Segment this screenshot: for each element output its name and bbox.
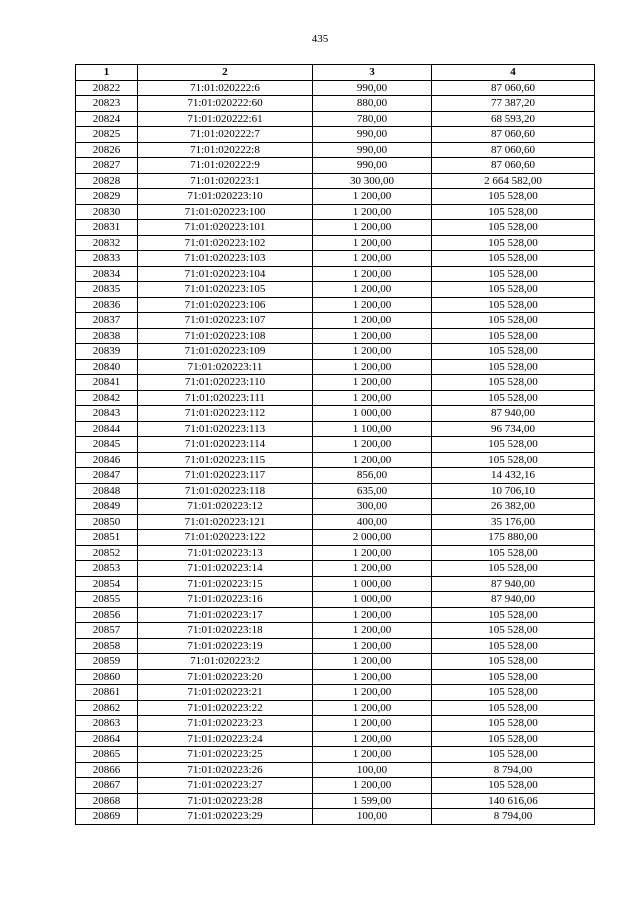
area-cell: 1 200,00 — [313, 375, 432, 391]
cadastral-number-cell: 71:01:020223:20 — [138, 669, 313, 685]
table-row — [76, 96, 595, 112]
area-cell: 30 300,00 — [313, 173, 432, 189]
area-cell: 1 200,00 — [313, 344, 432, 360]
table-row — [76, 235, 595, 251]
cadastral-number-cell: 71:01:020223:22 — [138, 700, 313, 716]
row-number-cell: 20864 — [76, 731, 138, 747]
table-row — [76, 189, 595, 205]
cadastral-number-cell: 71:01:020223:107 — [138, 313, 313, 329]
value-cell: 8 794,00 — [432, 762, 595, 778]
area-cell: 856,00 — [313, 468, 432, 484]
cadastral-number-cell: 71:01:020223:114 — [138, 437, 313, 453]
row-number-cell: 20858 — [76, 638, 138, 654]
cadastral-number-cell: 71:01:020223:109 — [138, 344, 313, 360]
value-cell: 175 880,00 — [432, 530, 595, 546]
cadastral-number-cell: 71:01:020223:26 — [138, 762, 313, 778]
value-cell: 105 528,00 — [432, 731, 595, 747]
cadastral-number-cell: 71:01:020222:8 — [138, 142, 313, 158]
cadastral-number-cell: 71:01:020222:61 — [138, 111, 313, 127]
row-number-cell: 20855 — [76, 592, 138, 608]
value-cell: 105 528,00 — [432, 654, 595, 670]
row-number-cell: 20848 — [76, 483, 138, 499]
cadastral-number-cell: 71:01:020223:108 — [138, 328, 313, 344]
row-number-cell: 20847 — [76, 468, 138, 484]
header-cell-2: 2 — [138, 65, 313, 81]
area-cell: 100,00 — [313, 762, 432, 778]
data-table — [75, 64, 595, 825]
table-row — [76, 483, 595, 499]
area-cell: 1 200,00 — [313, 251, 432, 267]
row-number-cell: 20832 — [76, 235, 138, 251]
area-cell: 1 200,00 — [313, 452, 432, 468]
cadastral-number-cell: 71:01:020223:25 — [138, 747, 313, 763]
row-number-cell: 20868 — [76, 793, 138, 809]
cadastral-number-cell: 71:01:020223:112 — [138, 406, 313, 422]
cadastral-number-cell: 71:01:020223:27 — [138, 778, 313, 794]
area-cell: 2 000,00 — [313, 530, 432, 546]
area-cell: 1 200,00 — [313, 685, 432, 701]
value-cell: 105 528,00 — [432, 452, 595, 468]
value-cell: 105 528,00 — [432, 328, 595, 344]
cadastral-number-cell: 71:01:020223:102 — [138, 235, 313, 251]
value-cell: 105 528,00 — [432, 685, 595, 701]
table-row — [76, 282, 595, 298]
area-cell: 1 200,00 — [313, 189, 432, 205]
header-cell-4: 4 — [432, 65, 595, 81]
area-cell: 990,00 — [313, 80, 432, 96]
table-row — [76, 406, 595, 422]
table-row — [76, 793, 595, 809]
cadastral-number-cell: 71:01:020222:60 — [138, 96, 313, 112]
row-number-cell: 20824 — [76, 111, 138, 127]
value-cell: 105 528,00 — [432, 344, 595, 360]
table-header — [76, 65, 595, 81]
cadastral-number-cell: 71:01:020223:117 — [138, 468, 313, 484]
row-number-cell: 20826 — [76, 142, 138, 158]
value-cell: 10 706,10 — [432, 483, 595, 499]
value-cell: 26 382,00 — [432, 499, 595, 515]
table-row — [76, 514, 595, 530]
row-number-cell: 20857 — [76, 623, 138, 639]
area-cell: 780,00 — [313, 111, 432, 127]
cadastral-number-cell: 71:01:020223:13 — [138, 545, 313, 561]
area-cell: 1 200,00 — [313, 282, 432, 298]
area-cell: 300,00 — [313, 499, 432, 515]
area-cell: 1 200,00 — [313, 561, 432, 577]
row-number-cell: 20837 — [76, 313, 138, 329]
row-number-cell: 20853 — [76, 561, 138, 577]
table-row — [76, 80, 595, 96]
row-number-cell: 20850 — [76, 514, 138, 530]
area-cell: 1 200,00 — [313, 328, 432, 344]
table-row — [76, 778, 595, 794]
table-row — [76, 499, 595, 515]
cadastral-number-cell: 71:01:020223:105 — [138, 282, 313, 298]
area-cell: 1 200,00 — [313, 359, 432, 375]
value-cell: 140 616,06 — [432, 793, 595, 809]
value-cell: 87 940,00 — [432, 592, 595, 608]
value-cell: 105 528,00 — [432, 266, 595, 282]
value-cell: 77 387,20 — [432, 96, 595, 112]
value-cell: 105 528,00 — [432, 623, 595, 639]
value-cell: 105 528,00 — [432, 638, 595, 654]
row-number-cell: 20849 — [76, 499, 138, 515]
cadastral-number-cell: 71:01:020222:7 — [138, 127, 313, 143]
cadastral-number-cell: 71:01:020223:121 — [138, 514, 313, 530]
cadastral-number-cell: 71:01:020223:28 — [138, 793, 313, 809]
table-row — [76, 545, 595, 561]
cadastral-number-cell: 71:01:020223:23 — [138, 716, 313, 732]
value-cell: 105 528,00 — [432, 561, 595, 577]
value-cell: 105 528,00 — [432, 297, 595, 313]
value-cell: 2 664 582,00 — [432, 173, 595, 189]
table-row — [76, 359, 595, 375]
value-cell: 105 528,00 — [432, 282, 595, 298]
cadastral-number-cell: 71:01:020223:1 — [138, 173, 313, 189]
cadastral-number-cell: 71:01:020223:14 — [138, 561, 313, 577]
value-cell: 105 528,00 — [432, 220, 595, 236]
table-row — [76, 344, 595, 360]
table-row — [76, 266, 595, 282]
area-cell: 1 200,00 — [313, 731, 432, 747]
cadastral-number-cell: 71:01:020223:19 — [138, 638, 313, 654]
table-row — [76, 638, 595, 654]
value-cell: 105 528,00 — [432, 607, 595, 623]
value-cell: 105 528,00 — [432, 235, 595, 251]
row-number-cell: 20863 — [76, 716, 138, 732]
row-number-cell: 20827 — [76, 158, 138, 174]
table-row — [76, 716, 595, 732]
page-number: 435 — [311, 33, 329, 45]
table-row — [76, 173, 595, 189]
table-row — [76, 390, 595, 406]
row-number-cell: 20867 — [76, 778, 138, 794]
value-cell: 105 528,00 — [432, 189, 595, 205]
value-cell: 35 176,00 — [432, 514, 595, 530]
cadastral-number-cell: 71:01:020223:118 — [138, 483, 313, 499]
area-cell: 1 200,00 — [313, 390, 432, 406]
cadastral-number-cell: 71:01:020223:2 — [138, 654, 313, 670]
cadastral-number-cell: 71:01:020223:11 — [138, 359, 313, 375]
cadastral-number-cell: 71:01:020223:21 — [138, 685, 313, 701]
table-row — [76, 747, 595, 763]
table-row — [76, 700, 595, 716]
area-cell: 100,00 — [313, 809, 432, 825]
cadastral-number-cell: 71:01:020223:104 — [138, 266, 313, 282]
row-number-cell: 20834 — [76, 266, 138, 282]
cadastral-number-cell: 71:01:020222:6 — [138, 80, 313, 96]
table-row — [76, 158, 595, 174]
row-number-cell: 20843 — [76, 406, 138, 422]
row-number-cell: 20846 — [76, 452, 138, 468]
area-cell: 990,00 — [313, 158, 432, 174]
area-cell: 1 200,00 — [313, 297, 432, 313]
value-cell: 105 528,00 — [432, 375, 595, 391]
value-cell: 87 940,00 — [432, 406, 595, 422]
value-cell: 87 060,60 — [432, 127, 595, 143]
cadastral-number-cell: 71:01:020223:106 — [138, 297, 313, 313]
table-row — [76, 220, 595, 236]
table-row — [76, 654, 595, 670]
table-row — [76, 313, 595, 329]
table-row — [76, 607, 595, 623]
value-cell: 105 528,00 — [432, 437, 595, 453]
row-number-cell: 20839 — [76, 344, 138, 360]
row-number-cell: 20835 — [76, 282, 138, 298]
cadastral-number-cell: 71:01:020223:16 — [138, 592, 313, 608]
row-number-cell: 20851 — [76, 530, 138, 546]
area-cell: 1 000,00 — [313, 576, 432, 592]
row-number-cell: 20831 — [76, 220, 138, 236]
table-row — [76, 328, 595, 344]
row-number-cell: 20842 — [76, 390, 138, 406]
row-number-cell: 20840 — [76, 359, 138, 375]
area-cell: 1 200,00 — [313, 437, 432, 453]
table-row — [76, 127, 595, 143]
table-row — [76, 530, 595, 546]
row-number-cell: 20844 — [76, 421, 138, 437]
cadastral-number-cell: 71:01:020223:17 — [138, 607, 313, 623]
value-cell: 68 593,20 — [432, 111, 595, 127]
table-row — [76, 452, 595, 468]
value-cell: 105 528,00 — [432, 545, 595, 561]
value-cell: 105 528,00 — [432, 390, 595, 406]
area-cell: 990,00 — [313, 127, 432, 143]
area-cell: 1 100,00 — [313, 421, 432, 437]
value-cell: 105 528,00 — [432, 313, 595, 329]
row-number-cell: 20861 — [76, 685, 138, 701]
value-cell: 105 528,00 — [432, 778, 595, 794]
value-cell: 96 734,00 — [432, 421, 595, 437]
area-cell: 1 200,00 — [313, 220, 432, 236]
value-cell: 105 528,00 — [432, 359, 595, 375]
row-number-cell: 20860 — [76, 669, 138, 685]
row-number-cell: 20865 — [76, 747, 138, 763]
cadastral-number-cell: 71:01:020223:24 — [138, 731, 313, 747]
table-row — [76, 111, 595, 127]
table-row — [76, 731, 595, 747]
area-cell: 1 200,00 — [313, 266, 432, 282]
area-cell: 1 200,00 — [313, 607, 432, 623]
table-row — [76, 251, 595, 267]
header-cell-1: 1 — [76, 65, 138, 81]
row-number-cell: 20856 — [76, 607, 138, 623]
row-number-cell: 20854 — [76, 576, 138, 592]
value-cell: 87 060,60 — [432, 80, 595, 96]
area-cell: 1 200,00 — [313, 545, 432, 561]
value-cell: 105 528,00 — [432, 716, 595, 732]
table-row — [76, 142, 595, 158]
row-number-cell: 20862 — [76, 700, 138, 716]
area-cell: 1 200,00 — [313, 747, 432, 763]
value-cell: 105 528,00 — [432, 669, 595, 685]
row-number-cell: 20845 — [76, 437, 138, 453]
cadastral-number-cell: 71:01:020222:9 — [138, 158, 313, 174]
value-cell: 87 940,00 — [432, 576, 595, 592]
area-cell: 1 200,00 — [313, 700, 432, 716]
cadastral-number-cell: 71:01:020223:101 — [138, 220, 313, 236]
row-number-cell: 20830 — [76, 204, 138, 220]
area-cell: 1 000,00 — [313, 406, 432, 422]
area-cell: 1 200,00 — [313, 778, 432, 794]
row-number-cell: 20838 — [76, 328, 138, 344]
cadastral-number-cell: 71:01:020223:100 — [138, 204, 313, 220]
header-cell-3: 3 — [313, 65, 432, 81]
table-row — [76, 468, 595, 484]
cadastral-number-cell: 71:01:020223:18 — [138, 623, 313, 639]
area-cell: 1 000,00 — [313, 592, 432, 608]
area-cell: 1 200,00 — [313, 638, 432, 654]
area-cell: 1 200,00 — [313, 204, 432, 220]
value-cell: 8 794,00 — [432, 809, 595, 825]
row-number-cell: 20836 — [76, 297, 138, 313]
value-cell: 14 432,16 — [432, 468, 595, 484]
row-number-cell: 20825 — [76, 127, 138, 143]
value-cell: 87 060,60 — [432, 142, 595, 158]
cadastral-number-cell: 71:01:020223:111 — [138, 390, 313, 406]
value-cell: 105 528,00 — [432, 700, 595, 716]
area-cell: 1 200,00 — [313, 716, 432, 732]
area-cell: 400,00 — [313, 514, 432, 530]
row-number-cell: 20852 — [76, 545, 138, 561]
cadastral-number-cell: 71:01:020223:15 — [138, 576, 313, 592]
row-number-cell: 20822 — [76, 80, 138, 96]
area-cell: 635,00 — [313, 483, 432, 499]
table-row — [76, 375, 595, 391]
cadastral-number-cell: 71:01:020223:113 — [138, 421, 313, 437]
area-cell: 1 200,00 — [313, 623, 432, 639]
cadastral-number-cell: 71:01:020223:115 — [138, 452, 313, 468]
table-row — [76, 592, 595, 608]
row-number-cell: 20866 — [76, 762, 138, 778]
cadastral-number-cell: 71:01:020223:110 — [138, 375, 313, 391]
cadastral-number-cell: 71:01:020223:122 — [138, 530, 313, 546]
cadastral-number-cell: 71:01:020223:29 — [138, 809, 313, 825]
value-cell: 105 528,00 — [432, 204, 595, 220]
table-row — [76, 762, 595, 778]
value-cell: 87 060,60 — [432, 158, 595, 174]
area-cell: 990,00 — [313, 142, 432, 158]
table-row — [76, 421, 595, 437]
cadastral-number-cell: 71:01:020223:103 — [138, 251, 313, 267]
table-row — [76, 623, 595, 639]
row-number-cell: 20859 — [76, 654, 138, 670]
area-cell: 1 599,00 — [313, 793, 432, 809]
table-row — [76, 561, 595, 577]
area-cell: 880,00 — [313, 96, 432, 112]
table-row — [76, 669, 595, 685]
row-number-cell: 20841 — [76, 375, 138, 391]
row-number-cell: 20828 — [76, 173, 138, 189]
table-row — [76, 297, 595, 313]
row-number-cell: 20823 — [76, 96, 138, 112]
row-number-cell: 20829 — [76, 189, 138, 205]
header-row — [76, 65, 595, 81]
cadastral-number-cell: 71:01:020223:12 — [138, 499, 313, 515]
cadastral-number-cell: 71:01:020223:10 — [138, 189, 313, 205]
value-cell: 105 528,00 — [432, 251, 595, 267]
table-row — [76, 204, 595, 220]
row-number-cell: 20869 — [76, 809, 138, 825]
area-cell: 1 200,00 — [313, 654, 432, 670]
area-cell: 1 200,00 — [313, 235, 432, 251]
table-row — [76, 437, 595, 453]
table-body — [76, 80, 595, 824]
row-number-cell: 20833 — [76, 251, 138, 267]
area-cell: 1 200,00 — [313, 313, 432, 329]
area-cell: 1 200,00 — [313, 669, 432, 685]
table-row — [76, 576, 595, 592]
value-cell: 105 528,00 — [432, 747, 595, 763]
table-row — [76, 809, 595, 825]
table-row — [76, 685, 595, 701]
